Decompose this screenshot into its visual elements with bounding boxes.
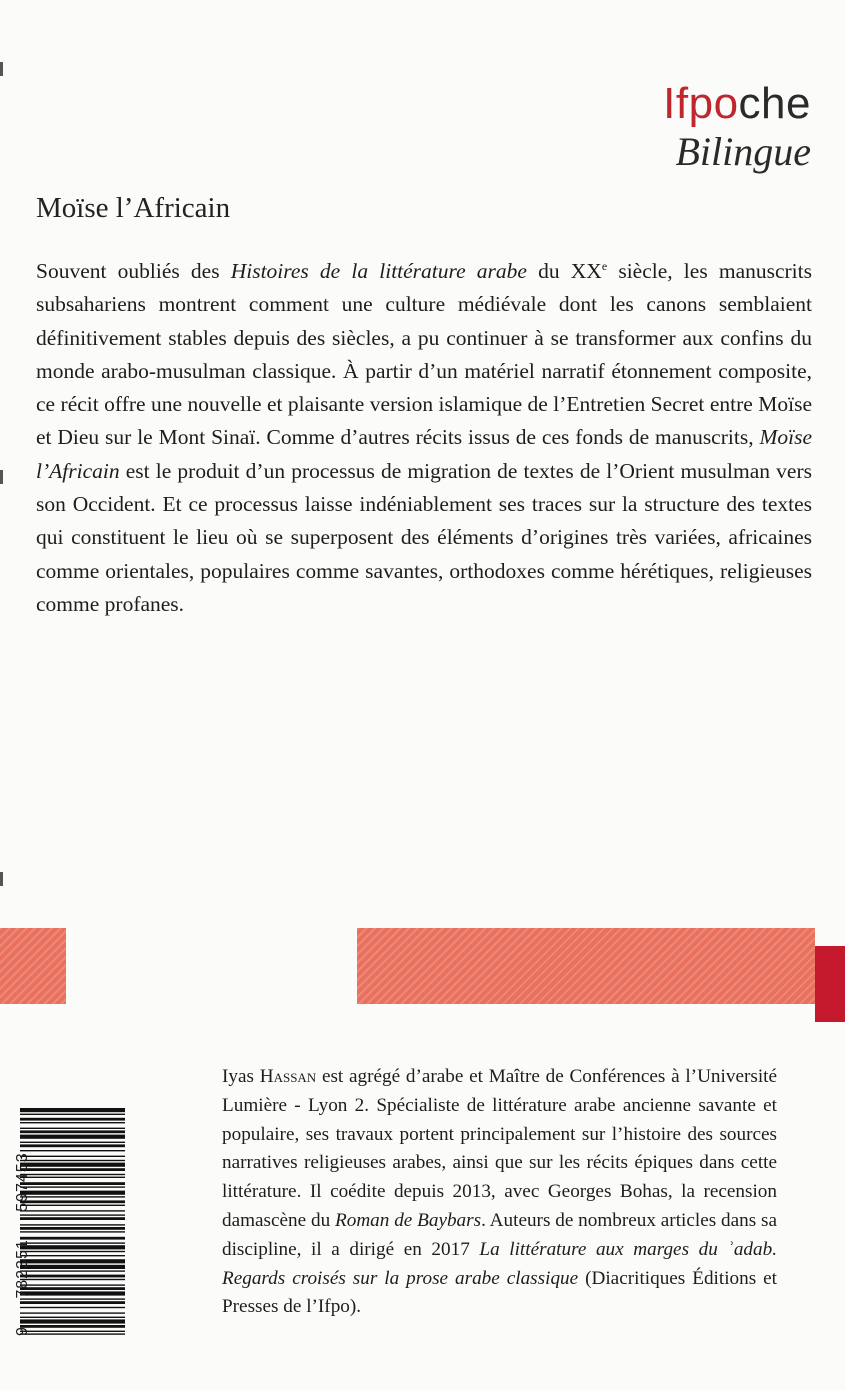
edge-mark: [0, 62, 3, 76]
barcode-bar: [20, 1231, 125, 1232]
back-cover-summary: [36, 255, 812, 621]
barcode-bar: [20, 1275, 125, 1278]
barcode-bar: [20, 1325, 125, 1328]
barcode-bar: [20, 1217, 125, 1220]
barcode-bar: [20, 1291, 125, 1295]
barcode-bar: [20, 1301, 125, 1304]
isbn-barcode: [20, 1108, 125, 1336]
barcode-bar: [20, 1182, 125, 1185]
barcode-bar: [20, 1191, 125, 1195]
barcode-bar: [20, 1128, 125, 1129]
decorative-band-left: [0, 928, 66, 1004]
barcode-bar: [20, 1122, 125, 1123]
barcode-bar: [20, 1205, 125, 1206]
barcode-bar: [20, 1307, 125, 1308]
century-superscript: e: [601, 259, 608, 273]
decorative-band-right: [357, 928, 815, 1004]
book-title: Moïse l’Africain: [36, 192, 231, 224]
barcode-bar: [20, 1156, 125, 1157]
isbn-digit-group: 597453: [14, 1152, 31, 1212]
barcode-bar: [20, 1168, 125, 1171]
barcode-bar: [20, 1214, 125, 1215]
barcode-bar: [20, 1142, 125, 1143]
barcode-bar: [20, 1150, 125, 1151]
author-bio: [222, 1063, 777, 1322]
barcode-bar: [20, 1135, 125, 1139]
barcode-bar: [20, 1317, 125, 1318]
barcode-bar: [20, 1265, 125, 1269]
barcode-bar: [20, 1245, 125, 1249]
author-last-name: Hassan: [259, 1066, 317, 1087]
barcode-bar: [20, 1312, 125, 1313]
isbn-digit-group: 9: [14, 1326, 31, 1336]
barcode-bar: [20, 1270, 125, 1271]
barcode-bar: [20, 1331, 125, 1332]
barcode-bar: [20, 1227, 125, 1230]
isbn-digit-group: 782351: [14, 1239, 31, 1299]
barcode-bar: [20, 1210, 125, 1211]
barcode-bar: [20, 1279, 125, 1280]
logo-red-part: Ifpo: [663, 79, 739, 128]
summary-text: est le produit d’un processus de migration de textes de l’Orient musulman vers son Occident. Et ce processus laisse indéniablement ses traces sur la structure des textes qui constituent le lieu où se superposent des éléments d’origines très variées, africaines comme orientales, populaires comme savantes, orthodoxes comme hérétiques, religieuses comme profanes.: [36, 458, 812, 616]
decorative-band-accent: [815, 946, 845, 1022]
barcode-bar: [20, 1251, 125, 1252]
barcode-bar: [20, 1298, 125, 1299]
logo-wordmark: [511, 80, 811, 128]
bio-text: est agrégé d’arabe et Maître de Conférences à l’Université Lumière - Lyon 2. Spécialiste de littérature arabe ancienne savante et populaire, ses travaux portent principalement sur l’histoire des sources narratives religieuses arabes, ainsi que sur les récits épiques dans cette littérature. Il coédite depuis 2013, avec Georges Bohas, la recension damascène du: [222, 1066, 777, 1231]
bio-text: (Diacritiques Éditions et Presses de l’Ifpo).: [222, 1267, 777, 1318]
barcode-bar: [20, 1114, 125, 1115]
publisher-logo: [511, 80, 811, 174]
author-first-name: Iyas: [222, 1066, 260, 1087]
barcode-bar: [20, 1224, 125, 1225]
barcode-bar: [20, 1200, 125, 1203]
barcode-bar: [20, 1163, 125, 1167]
barcode-bar: [20, 1186, 125, 1187]
summary-text: siècle, les manuscrits subsahariens montrent comment une culture médiévale dont les canons semblaient définitivement stables depuis des siècles, a pu continuer à se transformer aux confins du monde arabo-musulman classique. À partir d’un matériel narratif étonnement composite, ce récit offre une nouvelle et plaisante version islamique de l’Entretien Secret entre Moïse et Dieu sur le Mont Sinaï. Comme d’autres récits issus de ces fonds de manuscrits,: [36, 259, 812, 450]
barcode-bar: [20, 1177, 125, 1178]
barcode-bar: [20, 1130, 125, 1133]
isbn-digits: [14, 1096, 34, 1336]
bio-text: . Auteurs de nombreux articles dans sa discipline, il a dirigé en 2017: [222, 1209, 778, 1260]
barcode-bar: [20, 1174, 125, 1175]
barcode-bar: [20, 1118, 125, 1121]
summary-text: Souvent oubliés des: [36, 259, 231, 283]
summary-italic-title: Histoires de la littérature arabe: [230, 259, 527, 283]
series-name: Bilingue: [675, 129, 811, 174]
barcode-bar: [20, 1108, 125, 1112]
barcode-bar: [20, 1144, 125, 1147]
barcode-bar: [20, 1160, 125, 1161]
barcode-bar: [20, 1196, 125, 1197]
barcode-bar: [20, 1237, 125, 1240]
summary-italic-book: Moïse l’Africain: [36, 425, 812, 483]
edge-mark: [0, 872, 3, 886]
barcode-bar: [20, 1255, 125, 1256]
barcode-bar: [20, 1259, 125, 1263]
summary-text: du XX: [526, 259, 602, 283]
barcode-bar: [20, 1319, 125, 1323]
barcode-bar: [20, 1287, 125, 1290]
barcode-bar: [20, 1333, 125, 1334]
barcode-bar: [20, 1242, 125, 1243]
bio-italic-work: Roman de Baybars: [335, 1209, 482, 1231]
logo-dark-part: che: [738, 79, 811, 128]
bio-italic-work: La littérature aux marges du ʾadab. Regards croisés sur la prose arabe classique: [222, 1238, 777, 1289]
barcode-bar: [20, 1284, 125, 1285]
edge-mark: [0, 470, 3, 484]
